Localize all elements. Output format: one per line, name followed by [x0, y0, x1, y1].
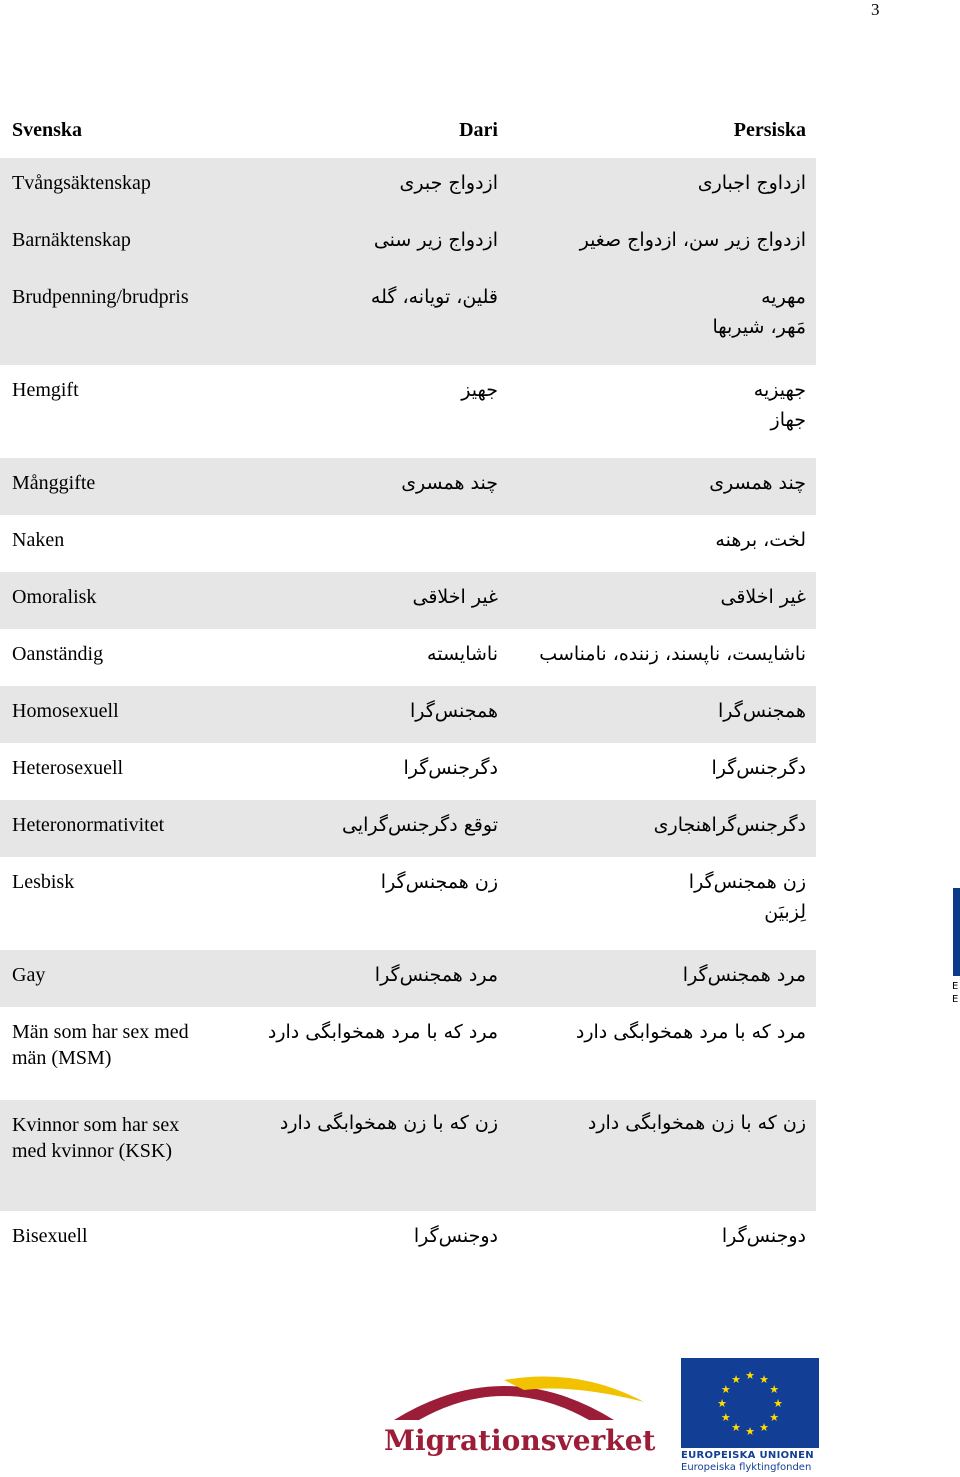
cell-dari — [220, 629, 508, 686]
cell-dari — [220, 458, 508, 515]
cell-line: Lesbisk — [12, 871, 75, 893]
cell-persiska — [508, 272, 816, 365]
cell-persiska — [508, 572, 816, 629]
edge-letter: E — [952, 994, 959, 1005]
table-row — [0, 458, 816, 515]
cell-dari — [220, 272, 508, 365]
cell-line: قلین، تویانه، گله — [370, 286, 498, 308]
table-row — [0, 215, 816, 272]
eu-star-icon: ★ — [720, 1412, 731, 1424]
cell-line: چند همسری — [401, 472, 498, 494]
cell-svenska — [0, 215, 220, 272]
cell-line: مهریه — [761, 286, 806, 308]
cell-line: زن همجنس‌گرا — [380, 871, 498, 893]
cell-persiska — [508, 1007, 816, 1100]
cell-dari — [220, 158, 508, 215]
cell-line: جهیزیه — [753, 379, 806, 401]
cell-line: Bisexuell — [12, 1225, 88, 1247]
glossary-table — [0, 90, 816, 1268]
eu-flag-edge — [953, 888, 960, 976]
cell-line: غیر اخلاقی — [720, 586, 806, 608]
table-row — [0, 1211, 816, 1268]
table-row — [0, 629, 816, 686]
cell-dari — [220, 800, 508, 857]
cell-persiska — [508, 686, 816, 743]
cell-persiska — [508, 950, 816, 1007]
cell-line: زن که با زن همخوابگی دارد — [279, 1112, 498, 1134]
eu-star-icon: ★ — [759, 1422, 769, 1435]
edge-text-fragment — [952, 980, 958, 1006]
cell-line: Omoralisk — [12, 586, 97, 608]
table-row — [0, 950, 816, 1007]
cell-line: لخت، برهنه — [715, 529, 806, 551]
cell-dari — [220, 1211, 508, 1268]
cell-line: مرد که با مرد همخوابگی دارد — [267, 1021, 498, 1043]
table-row — [0, 686, 816, 743]
cell-line: Barnäktenskap — [12, 229, 131, 251]
table-row — [0, 572, 816, 629]
cell-line: لِزبیَن — [764, 901, 806, 923]
cell-svenska — [0, 743, 220, 800]
eu-star-icon: ★ — [773, 1398, 783, 1410]
cell-line: ازدواج زیر سنی — [373, 229, 498, 251]
cell-dari — [220, 857, 508, 950]
cell-dari — [220, 686, 508, 743]
cell-line: Naken — [12, 529, 65, 551]
eu-star-icon: ★ — [720, 1384, 731, 1396]
cell-dari — [220, 1007, 508, 1100]
eu-star-icon: ★ — [745, 1426, 755, 1438]
cell-line: Kvinnor som har sex — [12, 1114, 180, 1136]
header-row — [0, 90, 816, 158]
cell-persiska — [508, 158, 816, 215]
table-row — [0, 158, 816, 215]
cell-dari — [220, 950, 508, 1007]
cell-persiska — [508, 743, 816, 800]
eu-logo — [681, 1358, 819, 1475]
cell-svenska — [0, 515, 220, 572]
cell-persiska — [508, 629, 816, 686]
cell-line: چند همسری — [709, 472, 806, 494]
eu-star-icon: ★ — [731, 1422, 741, 1435]
eu-stars-icon — [681, 1358, 819, 1448]
eu-fund-label: Europeiska flyktingfonden — [681, 1462, 812, 1473]
eu-flag — [681, 1358, 819, 1448]
table-row — [0, 1100, 816, 1211]
cell-persiska — [508, 365, 816, 458]
cell-line: Heterosexuell — [12, 757, 124, 779]
eu-star-icon: ★ — [759, 1373, 769, 1386]
cell-line: زن همجنس‌گرا — [688, 871, 806, 893]
cell-dari — [220, 572, 508, 629]
cell-line: Gay — [12, 964, 46, 986]
cell-line: دگرجنس‌گرا — [711, 757, 806, 779]
cell-svenska — [0, 857, 220, 950]
cell-svenska — [0, 629, 220, 686]
cell-svenska — [0, 458, 220, 515]
cell-persiska — [508, 800, 816, 857]
eu-union-label: EUROPEISKA UNIONEN — [681, 1450, 814, 1461]
eu-star-icon: ★ — [717, 1398, 727, 1410]
cell-line: Heteronormativitet — [12, 814, 165, 836]
eu-star-icon: ★ — [769, 1412, 780, 1424]
cell-persiska — [508, 857, 816, 950]
cell-line: Månggifte — [12, 472, 96, 494]
table-row — [0, 800, 816, 857]
migrationsverket-logo — [384, 1362, 654, 1457]
migrationsverket-arc-icon — [384, 1362, 654, 1422]
cell-line: Hemgift — [12, 379, 79, 401]
cell-line: دوجنس‌گرا — [721, 1225, 806, 1247]
cell-line: ازدواج زیر سن، ازدواج صغیر — [579, 229, 806, 251]
cell-persiska — [508, 1211, 816, 1268]
cell-persiska — [508, 1100, 816, 1211]
page-number: 3 — [871, 0, 880, 19]
cell-dari — [220, 215, 508, 272]
cell-line: مرد که با مرد همخوابگی دارد — [575, 1021, 806, 1043]
cell-svenska — [0, 950, 220, 1007]
cell-svenska — [0, 1100, 220, 1211]
cell-svenska — [0, 686, 220, 743]
cell-dari — [220, 1100, 508, 1211]
cell-svenska — [0, 365, 220, 458]
cell-line: دگرجنس‌گراهنجاری — [653, 814, 806, 836]
table-row — [0, 272, 816, 365]
cell-line: med kvinnor (KSK) — [12, 1140, 172, 1162]
cell-line: män (MSM) — [12, 1047, 112, 1069]
cell-svenska — [0, 1211, 220, 1268]
cell-line: جهیز — [461, 379, 498, 401]
table-row — [0, 857, 816, 950]
cell-dari — [220, 743, 508, 800]
table-row — [0, 365, 816, 458]
cell-line: ازداوج اجباری — [697, 172, 806, 194]
table-row — [0, 743, 816, 800]
cell-svenska — [0, 158, 220, 215]
cell-line: همجنس‌گرا — [409, 700, 498, 722]
cell-line: مرد همجنس‌گرا — [374, 964, 498, 986]
cell-line: Brudpenning/brudpris — [12, 286, 189, 308]
cell-line: مَهر، شیربها — [712, 316, 806, 338]
cell-line: غیر اخلاقی — [412, 586, 498, 608]
cell-persiska — [508, 515, 816, 572]
edge-letter: E — [952, 981, 959, 992]
cell-line: دگرجنس‌گرا — [403, 757, 498, 779]
cell-line: Oanständig — [12, 643, 104, 665]
migrationsverket-wordmark: Migrationsverket — [384, 1424, 656, 1457]
cell-svenska — [0, 272, 220, 365]
cell-line: Homosexuell — [12, 700, 119, 722]
cell-line: مرد همجنس‌گرا — [682, 964, 806, 986]
header-persiska: Persiska — [733, 119, 806, 141]
cell-line: ناشایسته — [427, 643, 498, 665]
cell-line: ازدواج جبری — [399, 172, 498, 194]
cell-svenska — [0, 800, 220, 857]
cell-line: جهاز — [770, 409, 806, 431]
header-dari: Dari — [459, 119, 498, 141]
table-row — [0, 515, 816, 572]
cell-line: Män som har sex med — [12, 1021, 189, 1043]
cell-dari — [220, 515, 508, 572]
eu-star-icon: ★ — [745, 1370, 755, 1382]
cell-line: زن که با زن همخوابگی دارد — [587, 1112, 806, 1134]
eu-star-icon: ★ — [769, 1384, 780, 1396]
cell-persiska — [508, 215, 816, 272]
header-svenska: Svenska — [12, 119, 83, 141]
cell-line: همجنس‌گرا — [717, 700, 806, 722]
cell-line: دوجنس‌گرا — [413, 1225, 498, 1247]
cell-persiska — [508, 458, 816, 515]
cell-svenska — [0, 572, 220, 629]
cell-dari — [220, 365, 508, 458]
eu-star-icon: ★ — [731, 1373, 741, 1386]
table-row — [0, 1007, 816, 1100]
cell-line: توقع دگرجنس‌گرایی — [342, 814, 498, 836]
cell-line: Tvångsäktenskap — [12, 172, 151, 194]
cell-svenska — [0, 1007, 220, 1100]
cell-line: ناشایست، ناپسند، زننده، نامناسب — [539, 643, 806, 665]
